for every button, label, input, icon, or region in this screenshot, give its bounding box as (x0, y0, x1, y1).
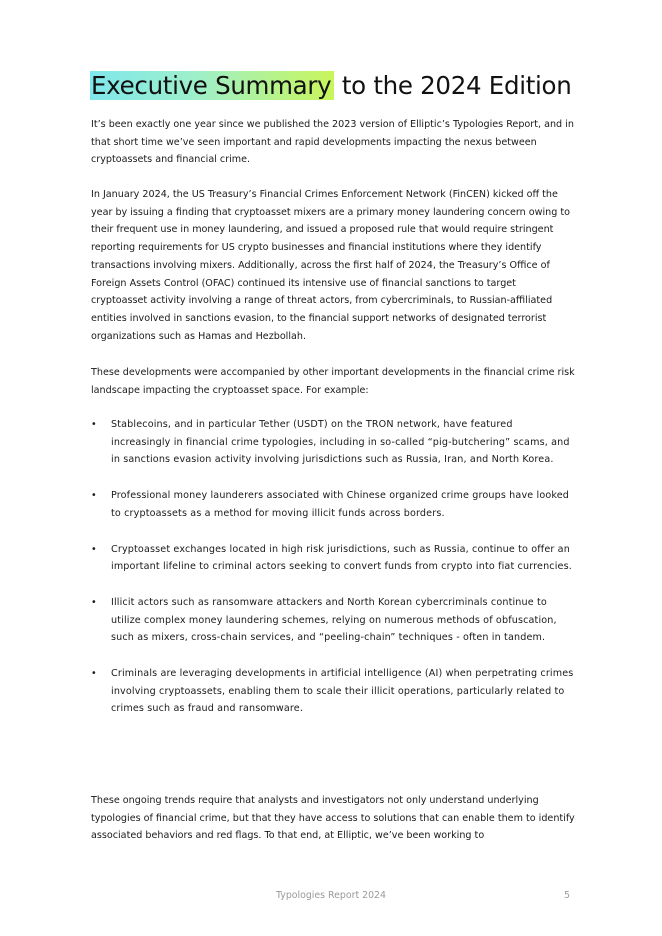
list-item-text: Illicit actors such as ransomware attackers and North Korean cybercriminals continue to utilize complex money laundering schemes, relying on numerous methods of obfuscation, such as mixers, cross-chain services, and “peeling-chain” techniques - often in tandem. (111, 596, 557, 644)
list-item-text: Criminals are leveraging developments in artificial intelligence (AI) when perpetrating crimes involving cryptoassets, enabling them to scale their illicit operations, particularly related to crimes such as fraud and ransomware. (111, 668, 574, 715)
list-item-text: Cryptoasset exchanges located in high risk jurisdictions, such as Russia, continue to offer an important lifeline to criminal actors seeking to convert funds from crypto into fiat currencies. (111, 543, 572, 573)
bullet-dot: • (91, 543, 97, 555)
developments-paragraph: These developments were accompanied by other important developments in the financial crime risk landscape impacting the cryptoasset space. For example: (91, 367, 575, 396)
list-item (91, 594, 575, 647)
page-title (91, 70, 571, 102)
bullet-dot: • (91, 596, 97, 608)
title-highlight: Executive Summary (90, 71, 334, 100)
list-item (91, 487, 575, 522)
footer-report-title: Typologies Report 2024 (276, 890, 386, 901)
bullet-dot: • (91, 668, 97, 680)
list-item (91, 665, 575, 718)
list-item (91, 541, 575, 576)
intro-paragraph: It’s been exactly one year since we published the 2023 version of Elliptic’s Typologies Report, and in that short time we’ve seen important and rapid developments impacting the nexus between cryptoassets and financial crime. (91, 119, 574, 166)
list-item (91, 416, 575, 469)
bullet-dot: • (91, 419, 97, 430)
trends-list (91, 416, 575, 736)
closing-paragraph: These ongoing trends require that analysts and investigators not only understand underlying typologies of financial crime, but that they have access to solutions that can enable them to identify associated behaviors and red flags. To that end, at Elliptic, we’ve been working to (91, 795, 575, 842)
list-item-text: Stablecoins, and in particular Tether (USDT) on the TRON network, have featured increasingly in financial crime typologies, including in so-called “pig-butchering” scams, and in sanctions evasion activity involving jurisdictions such as Russia, Iran, and North Korea. (111, 419, 570, 466)
fincen-paragraph: In January 2024, the US Treasury’s Financial Crimes Enforcement Network (FinCEN) kicked off the year by issuing a finding that cryptoasset mixers are a primary money laundering concern owing to their frequent use in money laundering, and issued a proposed rule that would require stringent reporting requirements for US crypto businesses and financial institutions where they identify transactions involving mixers. Additionally, across the first half of 2024, the Treasury’s Office of Foreign Assets Control (OFAC) continued its intensive use of financial sanctions to target cryptoasset activity involving a range of threat actors, from cybercriminals, to Russian-affiliated entities involved in sanctions evasion, to the financial support networks of designated terrorist organizations such as Hamas and Hezbollah. (91, 189, 571, 342)
bullet-dot: • (91, 490, 97, 502)
title-rest: to the 2024 Edition (334, 71, 572, 100)
list-item-text: Professional money launderers associated with Chinese organized crime groups have looked to cryptoassets as a method for moving illicit funds across borders. (111, 490, 570, 519)
page-number: 5 (564, 890, 570, 901)
